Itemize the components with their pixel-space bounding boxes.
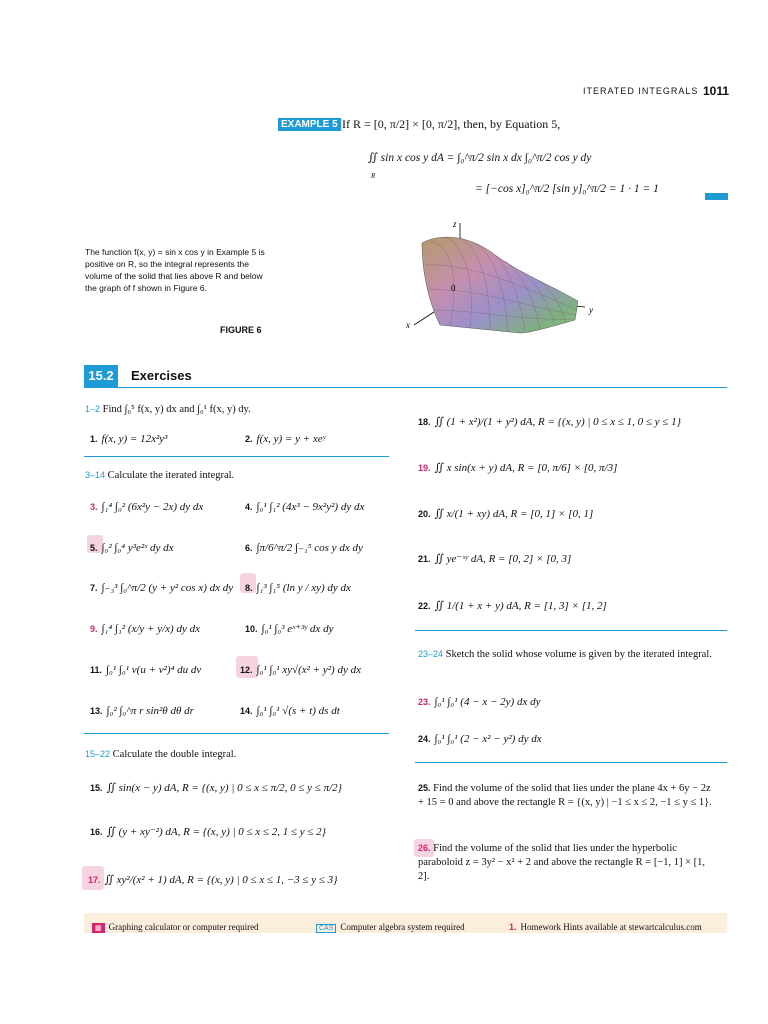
group-3-text: Calculate the double integral. [112, 749, 237, 760]
cas-legend: CAS Computer algebra system required [316, 917, 465, 935]
exercise-6: 6. ∫π/6^π/2 ∫₋₁⁵ cos y dx dy [245, 542, 363, 554]
exercise-16: 16. ∬ (y + xy⁻²) dA, R = {(x, y) | 0 ≤ x ≤ 2, 1 ≤ y ≤ 2} [90, 826, 327, 838]
exercise-23: 23. ∫₀¹ ∫₀¹ (4 − x − 2y) dx dy [418, 696, 541, 708]
figure-caption: The function f(x, y) = sin x cos y in Example 5 is positive on R, so the integral represents the volume of the solid that lies above R and below the graph of f shown in Figure 6. [85, 247, 265, 293]
x-axis-label: x [406, 320, 410, 330]
group-rule-3 [415, 630, 727, 631]
homework-hints-legend: 1. Homework Hints available at stewartcalculus.com [509, 922, 702, 932]
exercise-8: 8. ∫₁³ ∫₁⁵ (ln y / xy) dy dx [245, 582, 351, 594]
page-number: 1011 [703, 84, 730, 98]
section-number: 15.2 [84, 365, 118, 387]
group-1-instruction [85, 404, 251, 415]
exercise-17: 17. ∬ xy²/(x² + 1) dA, R = {(x, y) | 0 ≤ x ≤ 1, −3 ≤ y ≤ 3} [88, 874, 338, 886]
origin-label: 0 [451, 283, 456, 293]
exercise-2: 2. f(x, y) = y + xeʸ [245, 433, 326, 445]
exercise-22: 22. ∬ 1/(1 + x + y) dA, R = [1, 3] × [1, 2] [418, 600, 607, 612]
example-equation-2: = [−cos x]₀^π/2 [sin y]₀^π/2 = 1 · 1 = 1 [475, 183, 659, 195]
group-1-text: Find ∫₀⁵ f(x, y) dx and ∫₀¹ f(x, y) dy. [102, 404, 251, 415]
group-rule-1 [84, 456, 389, 457]
exercise-13: 13. ∫₀² ∫₀^π r sin²θ dθ dr [90, 705, 194, 717]
group-rule-2 [84, 733, 389, 734]
exercise-19: 19. ∬ x sin(x + y) dA, R = [0, π/6] × [0, π/3] [418, 462, 618, 474]
section-rule [84, 387, 727, 388]
group-4-text: Sketch the solid whose volume is given by the iterated integral. [445, 649, 712, 660]
z-axis-label: z [453, 219, 457, 229]
exercise-14: 14. ∫₀¹ ∫₀¹ √(s + t) ds dt [240, 705, 340, 717]
exercise-18: 18. ∬ (1 + x²)/(1 + y²) dA, R = {(x, y) | 0 ≤ x ≤ 1, 0 ≤ y ≤ 1} [418, 416, 681, 428]
exercise-4: 4. ∫₀¹ ∫₁² (4x³ − 9x²y²) dy dx [245, 501, 365, 513]
example-region-label: R [371, 172, 376, 180]
group-2-range: 3–14 [85, 470, 106, 480]
graphing-calculator-icon: ▦ [92, 923, 105, 933]
running-head: ITERATED INTEGRALS [583, 86, 699, 96]
cas-icon: CAS [316, 924, 336, 933]
exercise-20: 20. ∬ x/(1 + xy) dA, R = [0, 1] × [0, 1] [418, 508, 594, 520]
exercise-9: 9. ∫₁⁴ ∫₁² (x/y + y/x) dy dx [90, 623, 200, 635]
group-4-instruction [418, 647, 718, 662]
exercise-26: 26. Find the volume of the solid that lies under the hyperbolic paraboloid z = 3y² − x² + 2 and above the rectangle R = [−1, 1] × [1, 2]. [418, 843, 706, 882]
end-of-example-marker [705, 193, 728, 200]
y-axis-label: y [589, 305, 593, 315]
group-4-range: 23–24 [418, 649, 444, 659]
group-rule-4 [415, 762, 727, 763]
exercise-7: 7. ∫₋₃³ ∫₀^π/2 (y + y² cos x) dx dy [90, 582, 234, 594]
exercise-15: 15. ∬ sin(x − y) dA, R = {(x, y) | 0 ≤ x ≤ π/2, 0 ≤ y ≤ π/2} [90, 782, 343, 794]
exercise-10: 10. ∫₀¹ ∫₀³ eˣ⁺³ʸ dx dy [245, 623, 334, 635]
figure-6-surface-plot [400, 215, 610, 340]
group-1-range: 1–2 [85, 404, 101, 414]
exercise-5: 5. ∫₀² ∫₀⁴ y³e²ˣ dy dx [90, 542, 174, 554]
group-3-instruction [85, 749, 236, 760]
example-intro: If R = [0, π/2] × [0, π/2], then, by Equation 5, [342, 117, 561, 131]
exercise-1: 1. f(x, y) = 12x²y³ [90, 433, 168, 445]
group-2-instruction [85, 470, 234, 481]
exercise-11: 11. ∫₀¹ ∫₀¹ v(u + v²)⁴ du dv [90, 664, 202, 676]
example-label: EXAMPLE 5 [278, 118, 341, 131]
section-title: Exercises [131, 368, 192, 383]
exercise-25: 25. Find the volume of the solid that lies under the plane 4x + 6y − 2z + 15 = 0 and above the rectangle R = {(x, y) | −1 ≤ x ≤ 2, −1 ≤ y ≤ 1}. [418, 783, 712, 808]
surface [422, 237, 578, 333]
exercise-12: 12. ∫₀¹ ∫₀¹ xy√(x² + y²) dy dx [240, 664, 361, 676]
figure-label: FIGURE 6 [220, 325, 262, 335]
exercise-24: 24. ∫₀¹ ∫₀¹ (2 − x² − y²) dy dx [418, 733, 542, 745]
exercise-21: 21. ∬ ye⁻ˣʸ dA, R = [0, 2] × [0, 3] [418, 553, 572, 565]
exercise-3: 3. ∫₁⁴ ∫₀² (6x²y − 2x) dy dx [90, 501, 204, 513]
group-2-text: Calculate the iterated integral. [107, 470, 235, 481]
group-3-range: 15–22 [85, 749, 111, 759]
example-equation-1: ∬ sin x cos y dA = ∫₀^π/2 sin x dx ∫₀^π/2 cos y dy [368, 152, 592, 164]
graphing-legend: ▦ Graphing calculator or computer required [92, 917, 259, 935]
